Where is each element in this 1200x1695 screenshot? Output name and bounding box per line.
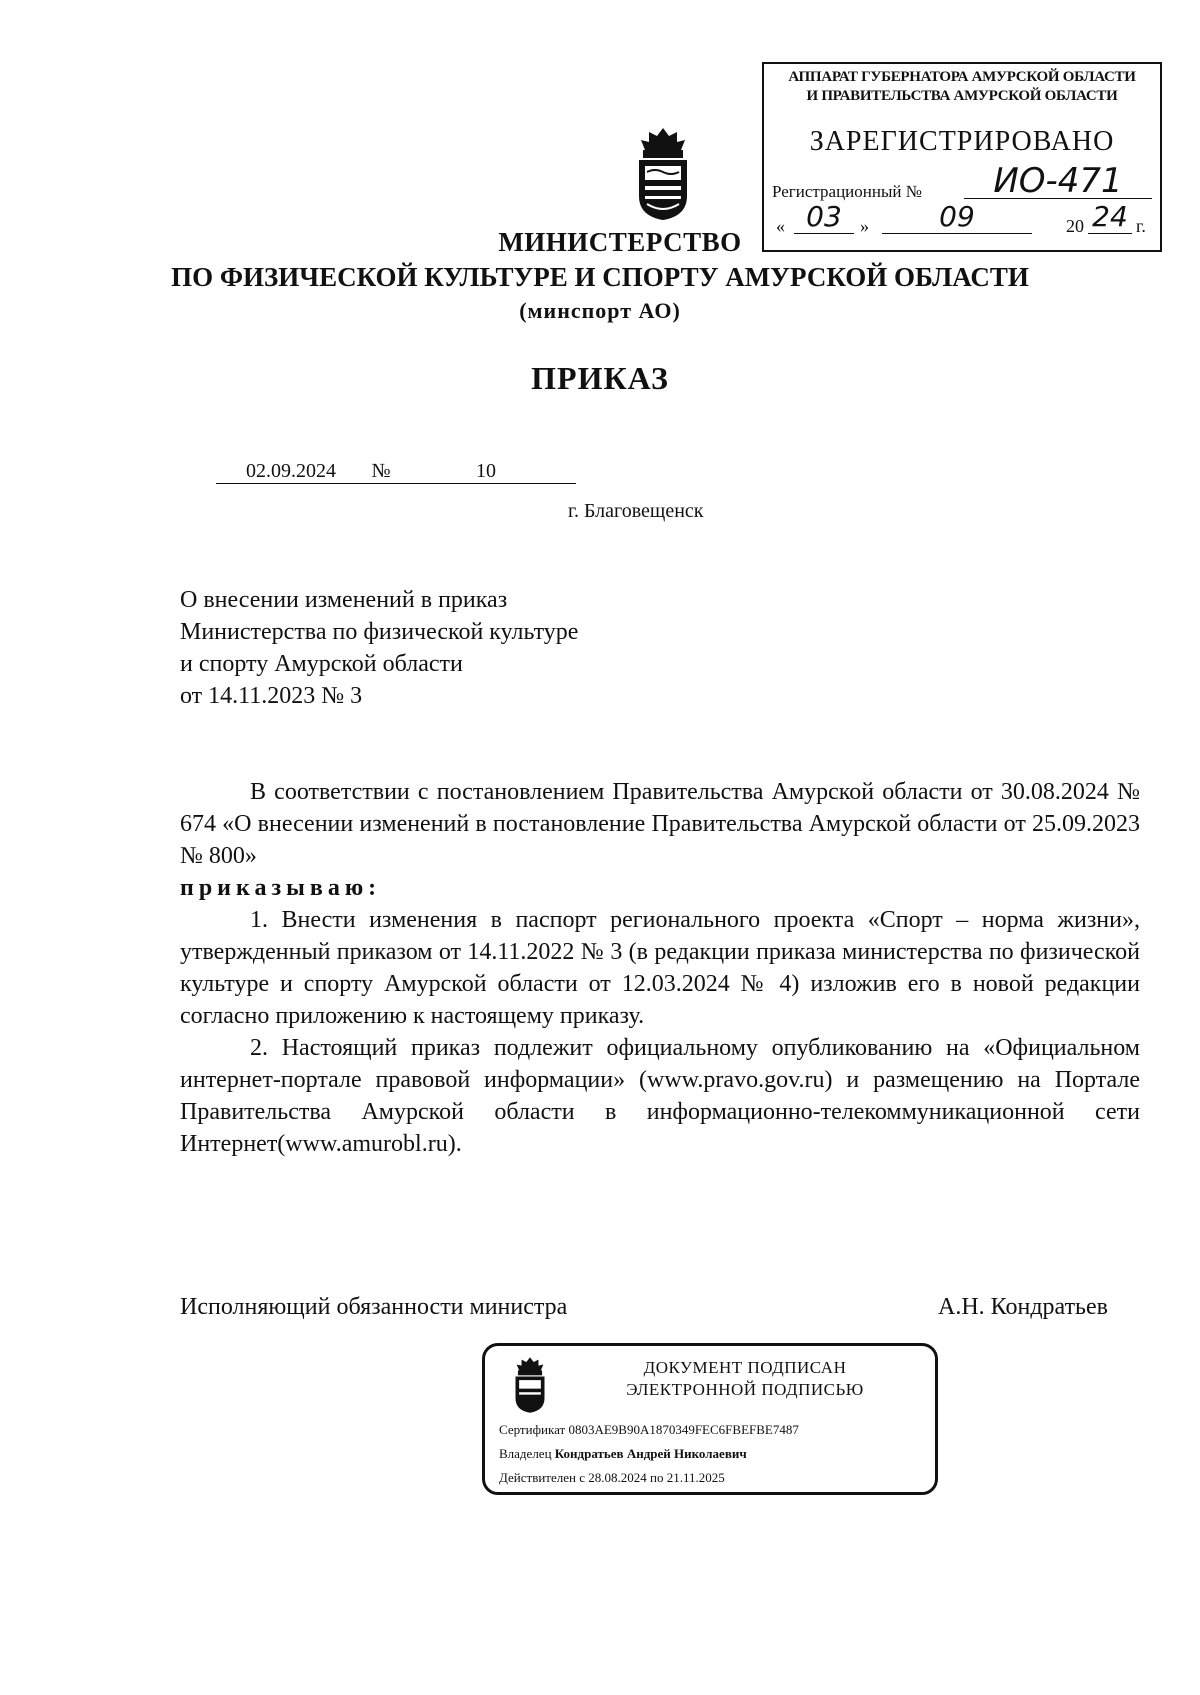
directive: приказываю: [180,875,382,901]
order-number-sign: № [366,460,396,484]
reg-title: ЗАРЕГИСТРИРОВАНО [809,126,1115,157]
esig-valid-from: 28.08.2024 [588,1470,647,1485]
electronic-signature-stamp [482,1343,938,1495]
amur-coat-of-arms-icon [633,126,693,222]
signer-name: А.Н. Кондратьев [938,1294,1108,1320]
esig-owner [499,1446,747,1462]
reg-date-month: 09 [882,200,1032,234]
amur-coat-of-arms-icon [509,1356,551,1414]
ministry-short-name: (минспорт АО) [519,298,681,323]
subject-line: от 14.11.2023 № 3 [180,683,363,709]
order-city: г. Благовещенск [568,500,704,522]
preamble: В соответствии с постановлением Правительства Амурской области от 30.08.2024 № 674 «О внесении изменений в постановление Правительства Амурской области от 25.09.2023 № 800» [180,779,1140,869]
reg-date-year-prefix: 20 [1066,216,1084,236]
registration-stamp [762,62,1162,252]
subject-line: и спорту Амурской области [180,651,463,677]
reg-date-year-suffix: 24 [1088,200,1132,234]
esig-valid-label: Действителен с [499,1470,585,1485]
reg-date-year-unit: г. [1136,216,1146,236]
order-item-2: 2. Настоящий приказ подлежит официальному опубликованию на «Официальном интернет-портале правовой информации» (www.pravo.gov.ru) и размещению на Портале Правительства Амурской области в информационно-телекоммуникационной сети Интернет(www.amurobl.ru). [180,1035,1140,1157]
reg-date-close: » [860,216,869,236]
esig-valid-to-label: по [650,1470,664,1485]
ministry-name-line1: МИНИСТЕРСТВО [498,227,742,257]
reg-number-value: ИО-471 [964,164,1152,199]
subject-line: О внесении изменений в приказ [180,587,508,613]
signer-position: Исполняющий обязанности министра [180,1294,568,1320]
order-body [180,776,1140,1160]
esig-owner-value: Кондратьев Андрей Николаевич [554,1446,747,1461]
reg-org-line1: АППАРАТ ГУБЕРНАТОРА АМУРСКОЙ ОБЛАСТИ [788,69,1136,85]
order-date: 02.09.2024 [216,460,366,484]
reg-date-day: 03 [794,200,854,234]
order-date-line [216,460,576,484]
reg-number-label: Регистрационный № [772,182,922,201]
esig-title-line1: ДОКУМЕНТ ПОДПИСАН [643,1358,847,1377]
esig-title-line2: ЭЛЕКТРОННОЙ ПОДПИСЬЮ [626,1380,864,1399]
esig-cert-value: 0803AE9B90A1870349FEC6FBEFBE7487 [568,1422,799,1437]
esig-cert-label: Сертификат [499,1422,566,1437]
subject-line: Министерства по физической культуре [180,619,579,645]
esig-validity [499,1470,725,1486]
esig-valid-to: 21.11.2025 [666,1470,725,1485]
esig-owner-label: Владелец [499,1446,552,1461]
ministry-name-line2: ПО ФИЗИЧЕСКОЙ КУЛЬТУРЕ И СПОРТУ АМУРСКОЙ ОБЛАСТИ [171,262,1029,292]
esig-certificate [499,1422,799,1438]
reg-date-open: « [776,216,785,236]
reg-org-line2: И ПРАВИТЕЛЬСТВА АМУРСКОЙ ОБЛАСТИ [806,88,1118,104]
order-subject [180,584,700,712]
doc-type-title: ПРИКАЗ [531,360,669,396]
order-item-1: 1. Внести изменения в паспорт регионального проекта «Спорт – норма жизни», утвержденный приказом от 14.11.2022 № 3 (в редакции приказа министерства по физической культуре и спорту Амурской области от 12.03.2024 № 4) изложив его в новой редакции согласно приложению к настоящему приказу. [180,907,1140,1029]
order-number: 10 [396,460,576,484]
